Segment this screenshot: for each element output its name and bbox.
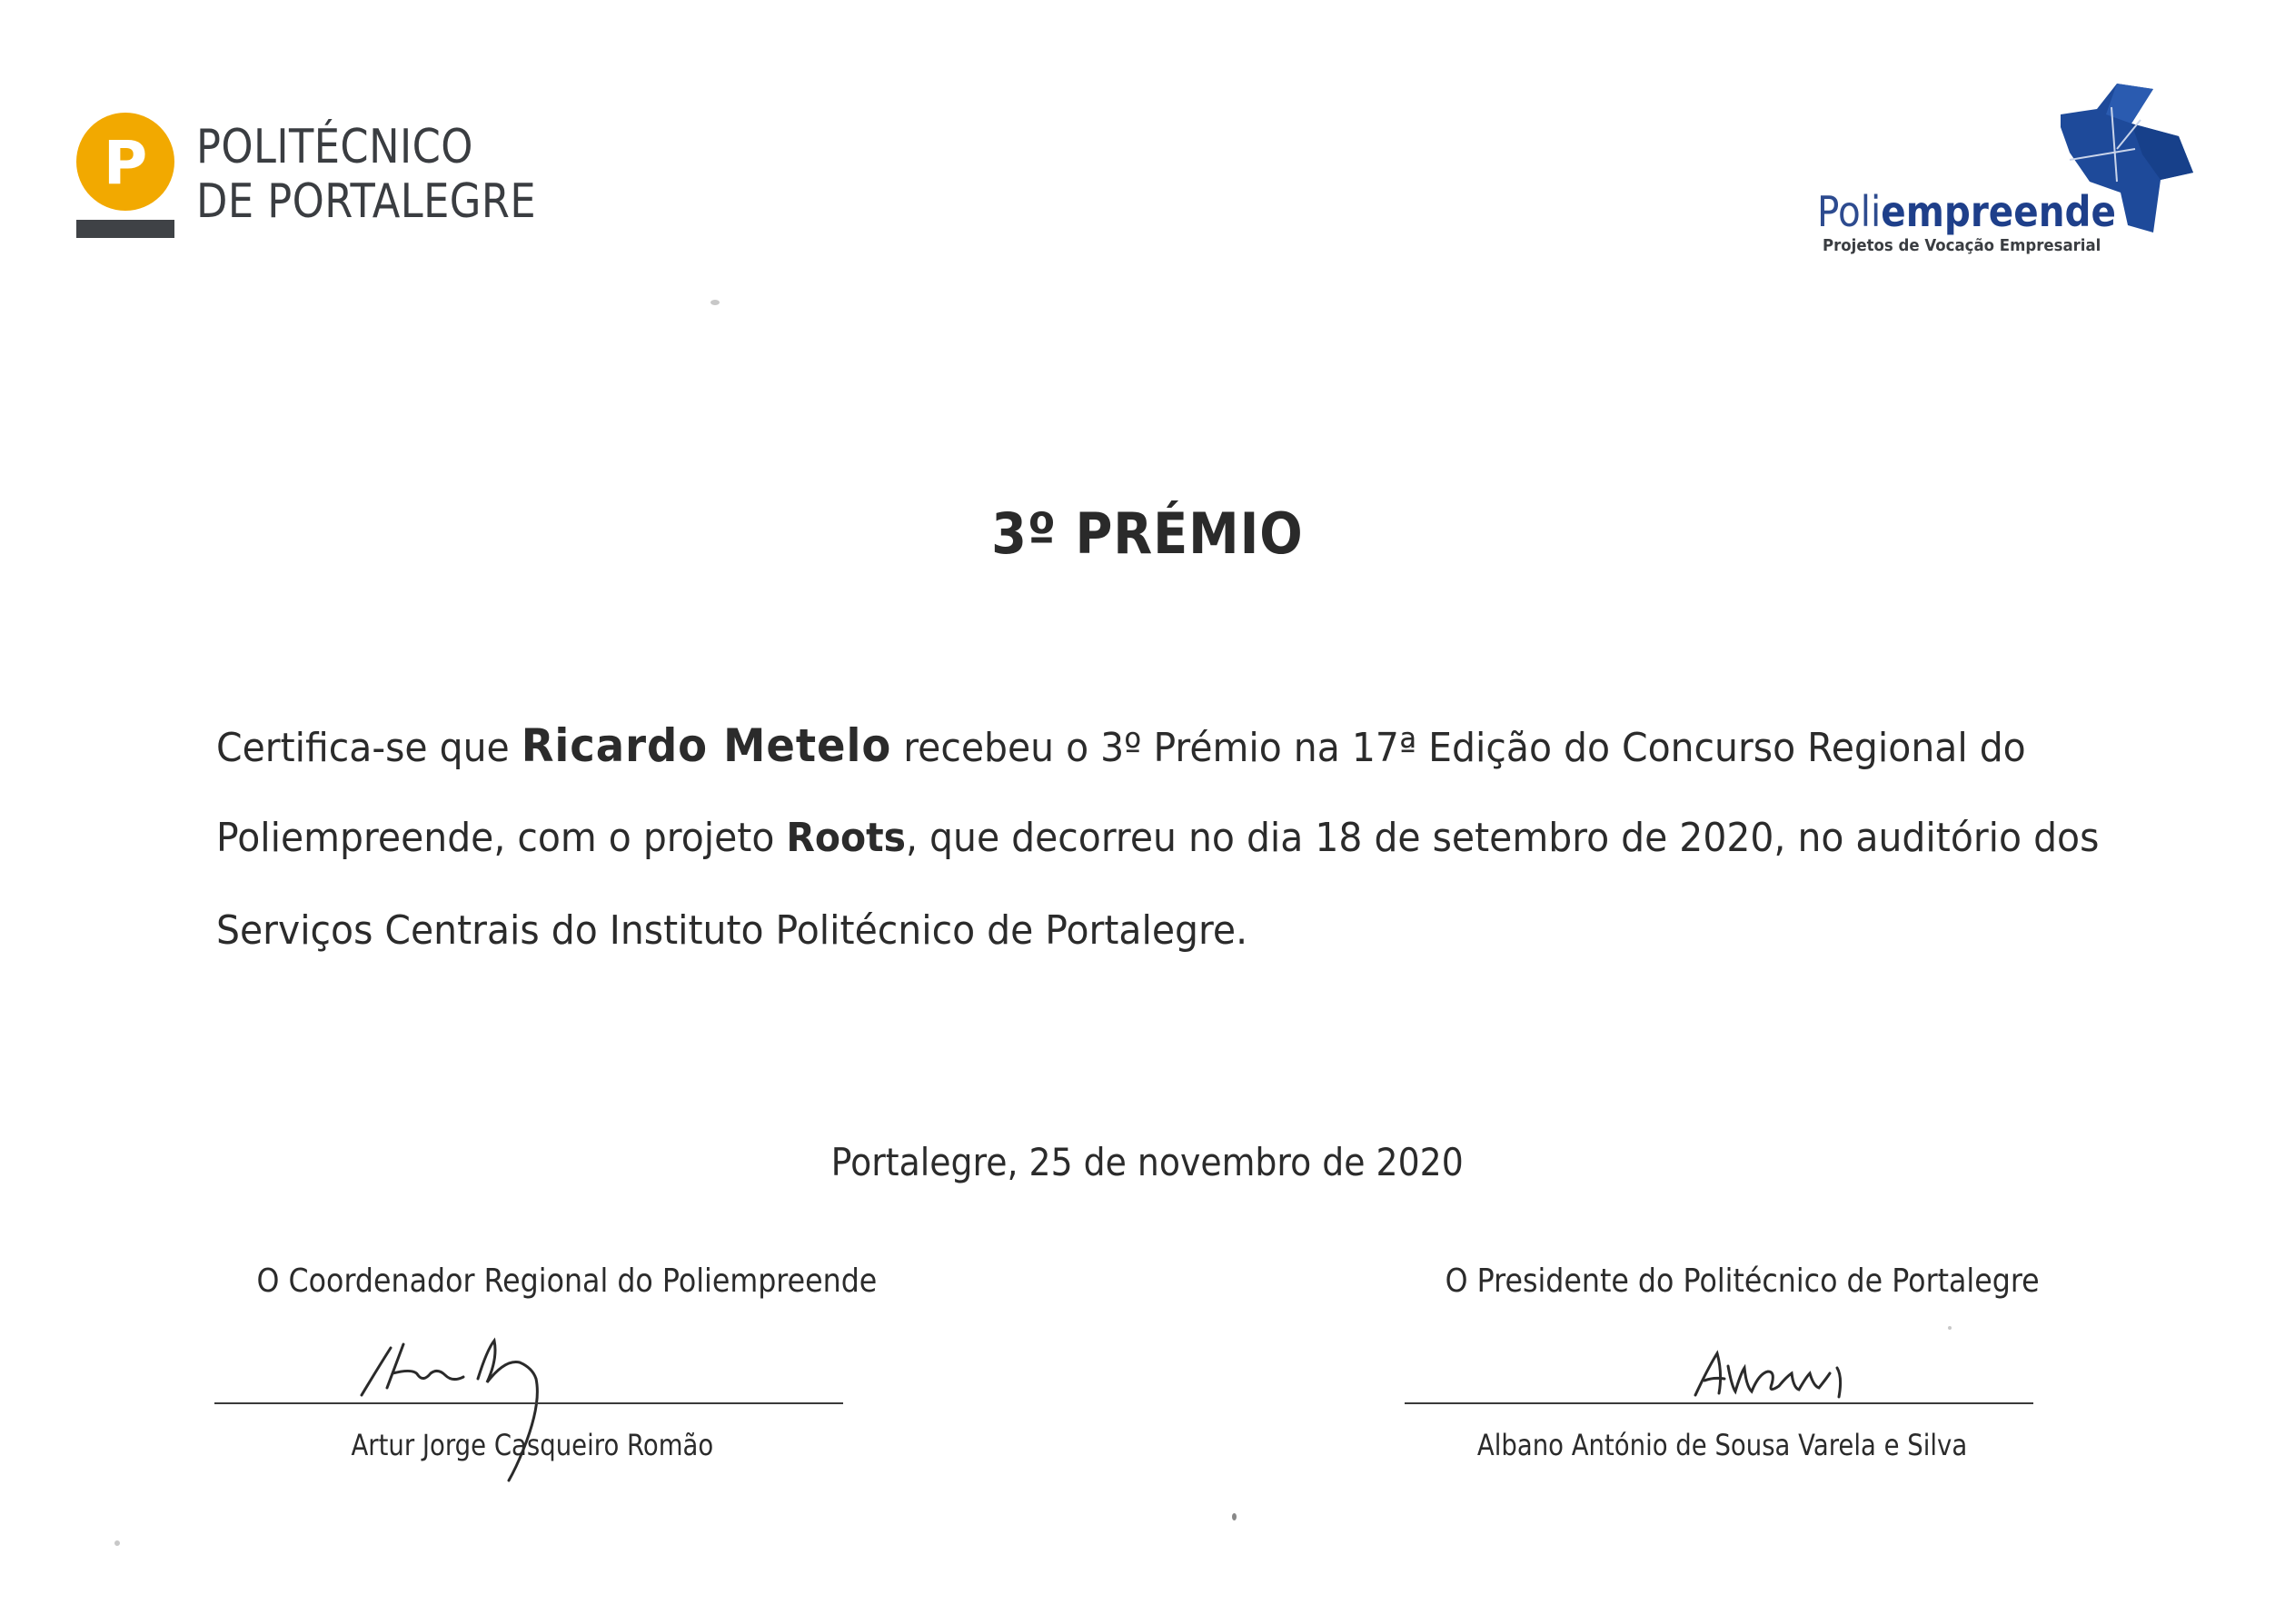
project-name: Roots [786,815,907,861]
body-text-segment: recebeu o 3º Prémio na 17ª Edição do Concurso Regional do [891,725,2026,771]
institution-name-line1: POLITÉCNICO [196,120,473,174]
signatory-name-text: Artur Jorge Casqueiro Romão [351,1428,714,1462]
signatory-role-text: O Coordenador Regional do Poliempreende [256,1263,878,1300]
place-date-text: Portalegre, 25 de novembro de 2020 [830,1140,1465,1184]
institution-name [196,120,536,229]
signatory-role [1405,1259,2041,1304]
signature-block-president [1405,1259,2041,1495]
certificate-title [0,498,2295,570]
signatory-role [214,1259,878,1304]
signatory-name [214,1424,850,1466]
institution-logo-letter: P [103,128,148,198]
institution-name-line2: DE PORTALEGRE [196,174,537,229]
handwritten-signature-coordinator [351,1322,623,1504]
institution-logo-bar [76,220,174,238]
program-name-part2: empreende [1881,187,2116,236]
program-name [1817,187,2116,236]
recipient-name: Ricardo Metelo [521,719,892,772]
program-tagline: Projetos de Vocação Empresarial [1823,236,2101,255]
scan-speck [1232,1513,1237,1520]
signatory-name [1405,1424,2041,1466]
body-text-segment: Certifica-se que [216,725,522,771]
body-line-2 [216,792,2100,885]
certificate-title-text: 3º PRÉMIO [991,500,1304,567]
certificate-body [216,699,2100,977]
institution-logo-mark [76,113,174,211]
body-text-segment: , que decorreu no dia 18 de setembro de 2020, no auditório dos [906,815,2100,861]
scan-speck [114,1540,120,1546]
signatory-name-text: Albano António de Sousa Varela e Silva [1477,1428,1968,1462]
signature-block-coordinator [214,1259,878,1495]
scan-speck [1948,1326,1952,1330]
place-date [0,1135,2295,1190]
body-line-3: Serviços Centrais do Instituto Politécnico de Portalegre. [216,907,1248,954]
body-line-1 [216,699,2026,792]
scan-speck [710,300,720,305]
body-text-segment: Poliempreende, com o projeto [216,815,787,861]
signature-line [214,1402,843,1404]
institution-logo [76,113,549,249]
signature-line [1405,1402,2033,1404]
signatory-role-text: O Presidente do Politécnico de Portalegre [1445,1263,2040,1300]
program-name-part1: Poli [1817,187,1882,236]
program-logo [1817,73,2208,263]
